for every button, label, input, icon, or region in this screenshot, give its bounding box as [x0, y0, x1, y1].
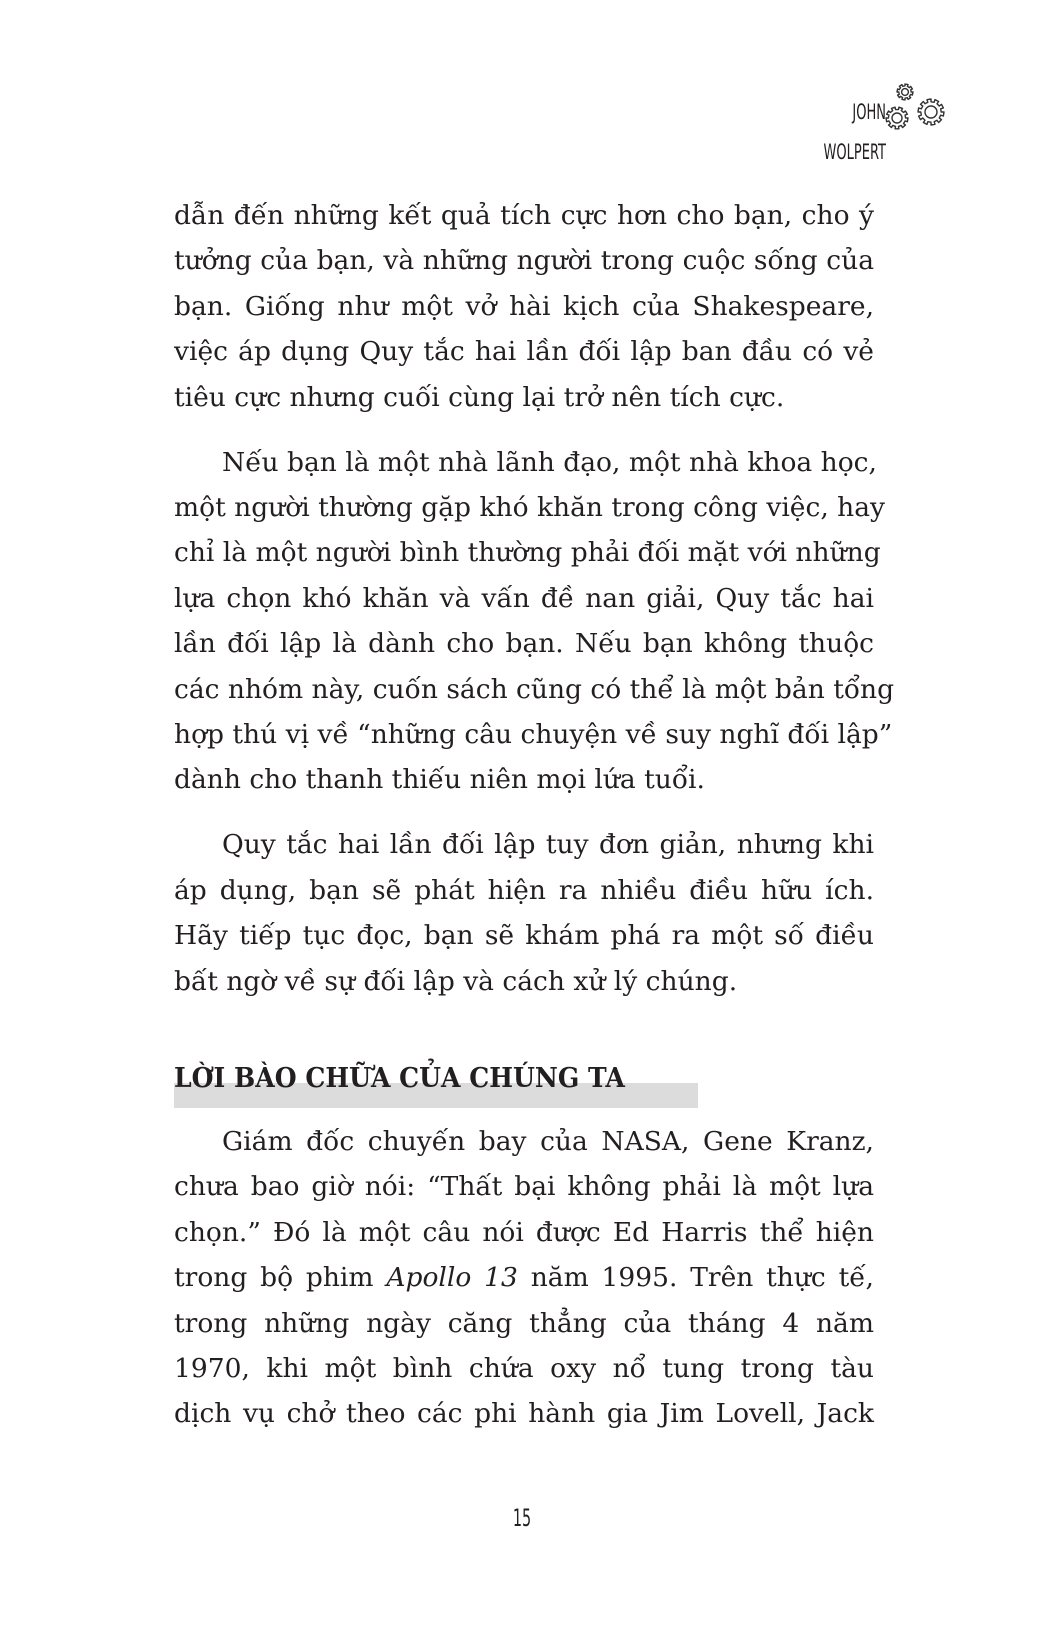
- gears-icon: [880, 78, 952, 138]
- text-run: năm 1995. Trên thực tế,: [517, 1262, 874, 1294]
- body-text: [174, 193, 895, 1023]
- section-heading: LỜI BÀO CHỮA CỦA CHÚNG TA: [174, 1063, 625, 1094]
- paragraph-4: [174, 1119, 874, 1437]
- gear-small-icon: [897, 84, 913, 100]
- text-line: Nếu bạn là một nhà lãnh đạo, một nhà khoa học,: [222, 446, 877, 478]
- text-line: [174, 1255, 874, 1300]
- text-line: Quy tắc hai lần đối lập tuy đơn giản, nhưng khi: [222, 829, 874, 861]
- text-line: hợp thú vị về “những câu chuyện về suy nghĩ đối lập”: [174, 718, 893, 750]
- text-line: bất ngờ về sự đối lập và cách xử lý chúng.: [174, 965, 738, 997]
- text-line: Hãy tiếp tục đọc, bạn sẽ khám phá ra một số điều: [174, 920, 874, 952]
- text-line: bạn. Giống như một vở hài kịch của Shakespeare,: [174, 290, 874, 322]
- gear-large-icon: [918, 99, 944, 125]
- film-title: Apollo 13: [386, 1262, 518, 1294]
- text-line: tiêu cực nhưng cuối cùng lại trở nên tích cực.: [174, 381, 785, 413]
- text-line: lựa chọn khó khăn và vấn đề nan giải, Quy tắc hai: [174, 582, 874, 614]
- paragraph-2: [174, 440, 895, 803]
- paragraph-1: [174, 193, 874, 420]
- text-line: các nhóm này, cuốn sách cũng có thể là một bản tổng: [174, 673, 895, 705]
- text-line: dẫn đến những kết quả tích cực hơn cho bạn, cho ý: [174, 200, 874, 231]
- running-head-author: JOHN WOLPERT: [823, 100, 886, 164]
- text-line: trong những ngày căng thẳng của tháng 4 năm: [174, 1307, 874, 1339]
- text-line: lần đối lập là dành cho bạn. Nếu bạn không thuộc: [174, 628, 874, 660]
- text-line: chọn.” Đó là một câu nói được Ed Harris thể hiện: [174, 1216, 874, 1248]
- text-run: trong bộ phim: [174, 1262, 387, 1294]
- text-line: dành cho thanh thiếu niên mọi lứa tuổi.: [174, 764, 705, 796]
- paragraph-3: [174, 822, 874, 1004]
- text-line: dịch vụ chở theo các phi hành gia Jim Lovell, Jack: [174, 1398, 874, 1430]
- text-line: chưa bao giờ nói: “Thất bại không phải là một lựa: [174, 1171, 874, 1203]
- text-line: áp dụng, bạn sẽ phát hiện ra nhiều điều hữu ích.: [174, 874, 874, 906]
- text-line: Giám đốc chuyến bay của NASA, Gene Kranz,: [222, 1126, 874, 1157]
- text-line: việc áp dụng Quy tắc hai lần đối lập ban đầu có vẻ: [174, 336, 874, 368]
- gear-medium-icon: [886, 107, 908, 129]
- page-number: 15: [512, 1504, 532, 1532]
- text-line: 1970, khi một bình chứa oxy nổ tung trong tàu: [174, 1353, 874, 1385]
- text-line: chỉ là một người bình thường phải đối mặt với những: [174, 537, 881, 569]
- text-line: một người thường gặp khó khăn trong công việc, hay: [174, 491, 885, 523]
- text-line: tưởng của bạn, và những người trong cuộc sống của: [174, 245, 874, 277]
